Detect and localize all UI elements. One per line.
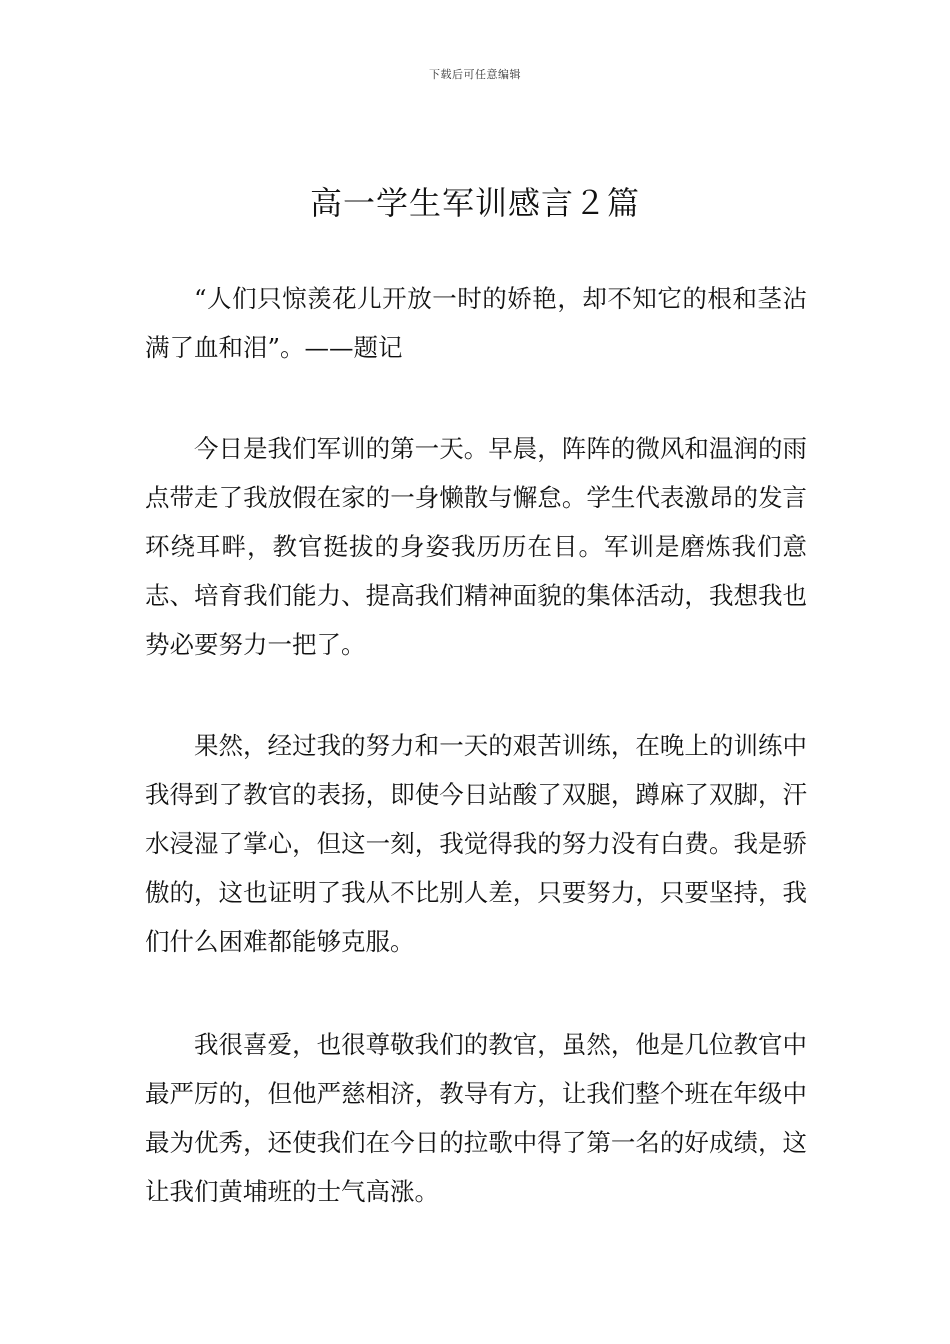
body-paragraph: 今日是我们军训的第一天。早晨，阵阵的微风和温润的雨点带走了我放假在家的一身懒散与懈怠。学生代表激昂的发言环绕耳畔，教官挺拔的身姿我历历在目。军训是磨炼我们意志、培育我们能力、提高我们精神面貌的集体活动，我想我也势必要努力一把了。 xyxy=(145,434,807,659)
document-title: 高一学生军训感言２篇 xyxy=(309,184,640,222)
body-paragraph: 我很喜爱，也很尊敬我们的教官，虽然，他是几位教官中最严厉的，但他严慈相济，教导有方，让我们整个班在年级中最为优秀，还使我们在今日的拉歌中得了第一名的好成绩，这让我们黄埔班的士气高涨。 xyxy=(145,1030,807,1206)
header-note: 下载后可任意编辑 xyxy=(429,68,521,81)
epigraph-paragraph: “人们只惊羡花儿开放一时的娇艳，却不知它的根和茎沾满了血和泪”。——题记 xyxy=(145,284,807,362)
body-paragraph: 果然，经过我的努力和一天的艰苦训练，在晚上的训练中我得到了教官的表扬，即使今日站酸了双腿，蹲麻了双脚，汗水浸湿了掌心，但这一刻，我觉得我的努力没有白费。我是骄傲的，这也证明了我从不比别人差，只要努力，只要坚持，我们什么困难都能够克服。 xyxy=(145,731,807,956)
